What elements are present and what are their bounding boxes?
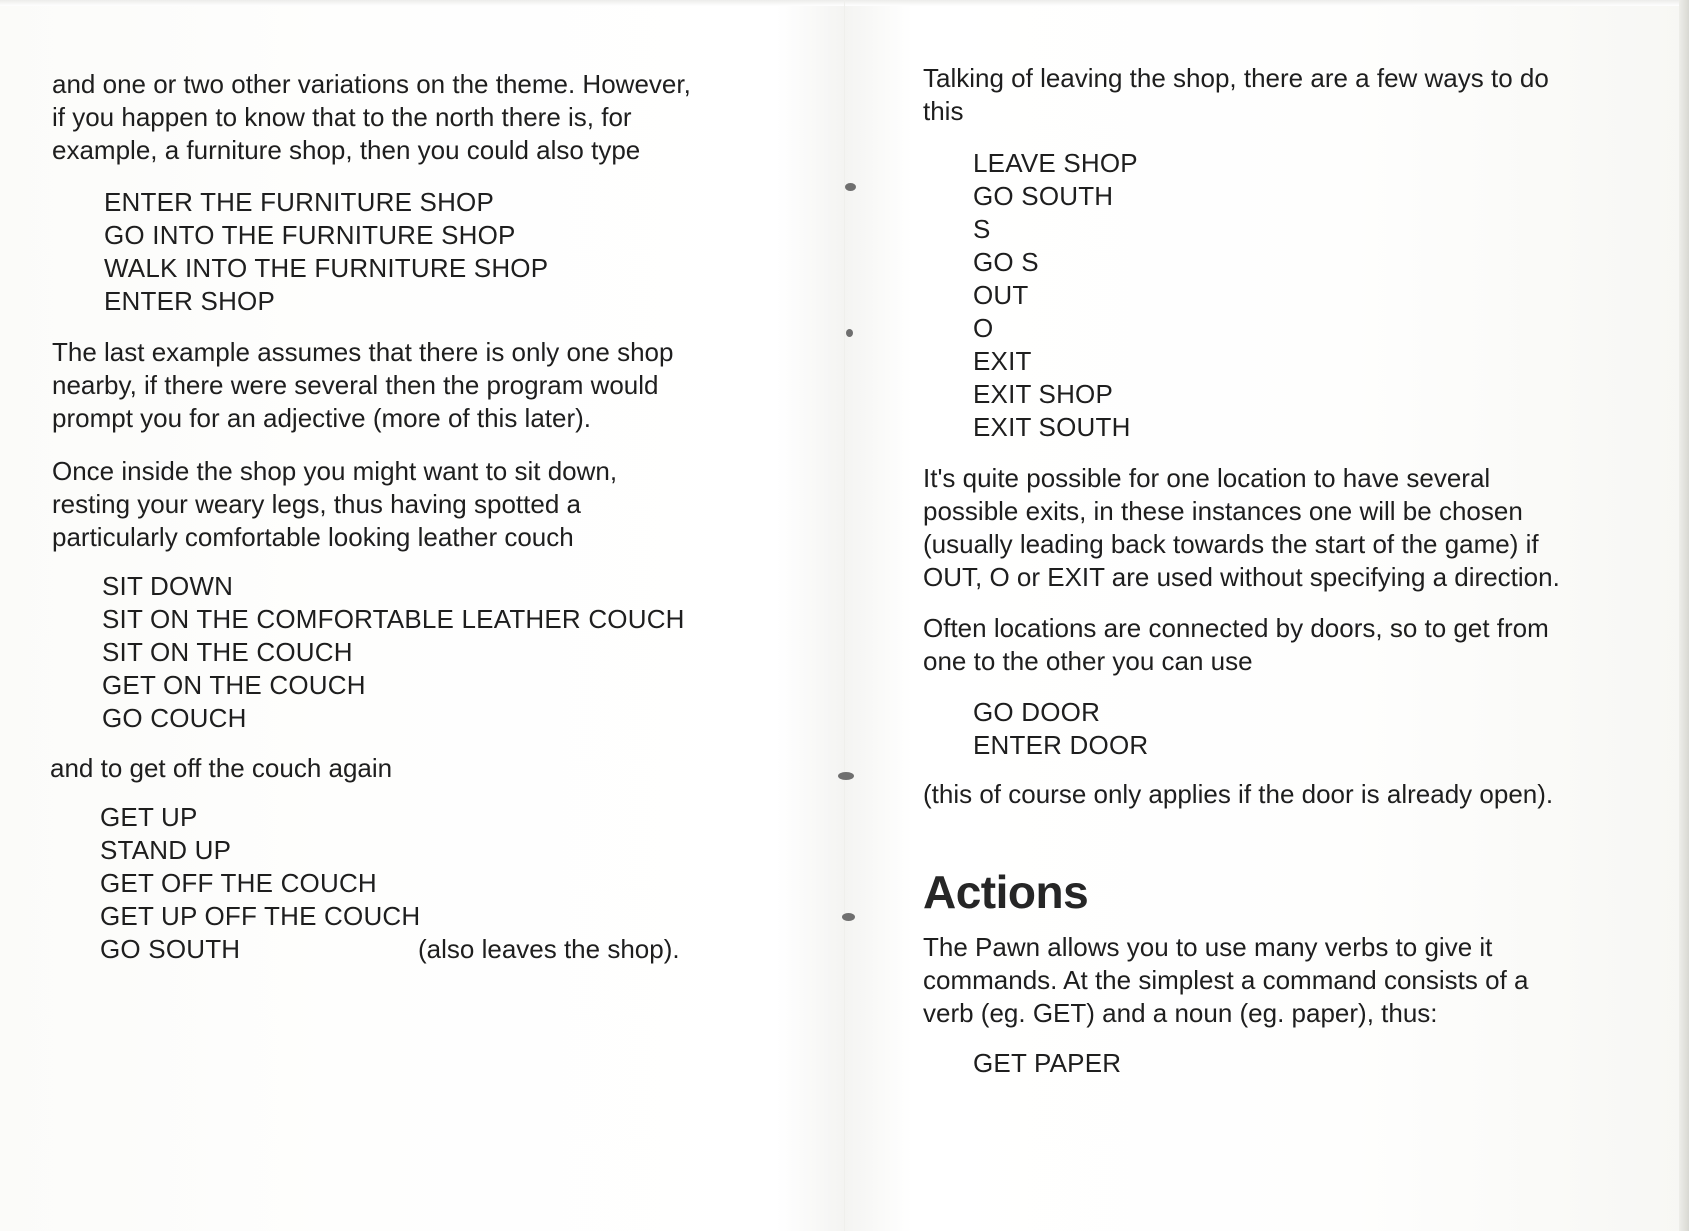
door-command-list — [973, 696, 1148, 762]
go-south-note: (also leaves the shop). — [418, 934, 680, 964]
command-item: WALK INTO THE FURNITURE SHOP — [104, 253, 549, 283]
getup-command-list — [100, 801, 420, 966]
command-item: GET ON THE COUCH — [102, 670, 366, 700]
staple-hole-4 — [842, 913, 855, 921]
command-item: LEAVE SHOP — [973, 148, 1138, 178]
page-right-edge — [1679, 0, 1689, 1231]
staple-hole-1 — [845, 183, 856, 191]
command-item: SIT DOWN — [102, 571, 234, 601]
staple-hole-3 — [838, 772, 854, 780]
get-off-line: and to get off the couch again — [50, 753, 393, 783]
command-item: GET UP — [100, 802, 198, 832]
intro-paragraph — [52, 68, 691, 167]
command-item: ENTER THE FURNITURE SHOP — [104, 187, 495, 217]
text-line: The last example assumes that there is only one shop — [52, 337, 674, 367]
text-line: example, a furniture shop, then you could also type — [52, 135, 641, 165]
command-item: EXIT SHOP — [973, 379, 1114, 409]
actions-heading: Actions — [923, 866, 1089, 918]
text-line: (usually leading back towards the start of the game) if — [923, 529, 1539, 559]
inside-shop-paragraph — [52, 455, 617, 554]
command-item: GO DOOR — [973, 697, 1101, 727]
command-item: GET UP OFF THE COUCH — [100, 901, 421, 931]
text-line: It's quite possible for one location to have several — [923, 463, 1491, 493]
actions-paragraph — [923, 931, 1528, 1030]
text-line: The Pawn allows you to use many verbs to give it — [923, 932, 1493, 962]
text-line: and one or two other variations on the theme. However, — [52, 69, 691, 99]
command-item: O — [973, 313, 994, 343]
command-item: S — [973, 214, 991, 244]
command-item: GO INTO THE FURNITURE SHOP — [104, 220, 516, 250]
text-line: prompt you for an adjective (more of this later). — [52, 403, 592, 433]
command-item: GET OFF THE COUCH — [100, 868, 377, 898]
command-item: GO SOUTH — [100, 934, 241, 964]
leaving-paragraph — [923, 62, 1549, 128]
text-line: one to the other you can use — [923, 646, 1253, 676]
doors-paragraph — [923, 612, 1549, 678]
command-item: GO S — [973, 247, 1039, 277]
text-line: OUT, O or EXIT are used without specifying a direction. — [923, 562, 1560, 592]
staple-hole-2 — [846, 329, 853, 337]
text-line: particularly comfortable looking leather couch — [52, 522, 574, 552]
text-line: Once inside the shop you might want to sit down, — [52, 456, 618, 486]
exits-paragraph — [923, 462, 1560, 594]
command-item: GO COUCH — [102, 703, 247, 733]
text-line: resting your weary legs, thus having spotted a — [52, 489, 581, 519]
command-item: ENTER SHOP — [104, 286, 276, 316]
text-line: nearby, if there were several then the program would — [52, 370, 659, 400]
command-item: GET PAPER — [973, 1048, 1122, 1078]
text-line: commands. At the simplest a command consists of a — [923, 965, 1529, 995]
command-item: ENTER DOOR — [973, 730, 1149, 760]
text-line: possible exits, in these instances one will be chosen — [923, 496, 1523, 526]
text-line: Talking of leaving the shop, there are a few ways to do — [923, 63, 1549, 93]
command-item: OUT — [973, 280, 1029, 310]
command-item: EXIT SOUTH — [973, 412, 1131, 442]
command-item: SIT ON THE COMFORTABLE LEATHER COUCH — [102, 604, 685, 634]
command-item: STAND UP — [100, 835, 232, 865]
command-item: SIT ON THE COUCH — [102, 637, 353, 667]
last-example-paragraph — [52, 336, 673, 435]
command-item: EXIT — [973, 346, 1032, 376]
door-note: (this of course only applies if the door is already open). — [923, 779, 1554, 809]
text-line: Often locations are connected by doors, so to get from — [923, 613, 1549, 643]
command-item: GO SOUTH — [973, 181, 1114, 211]
text-line: this — [923, 96, 964, 126]
sit-command-list — [102, 570, 685, 735]
enter-command-list — [104, 186, 548, 318]
example-command-list — [973, 1047, 1121, 1080]
leave-command-list — [973, 147, 1138, 444]
text-line: if you happen to know that to the north there is, for — [52, 102, 632, 132]
text-line: verb (eg. GET) and a noun (eg. paper), thus: — [923, 998, 1438, 1028]
